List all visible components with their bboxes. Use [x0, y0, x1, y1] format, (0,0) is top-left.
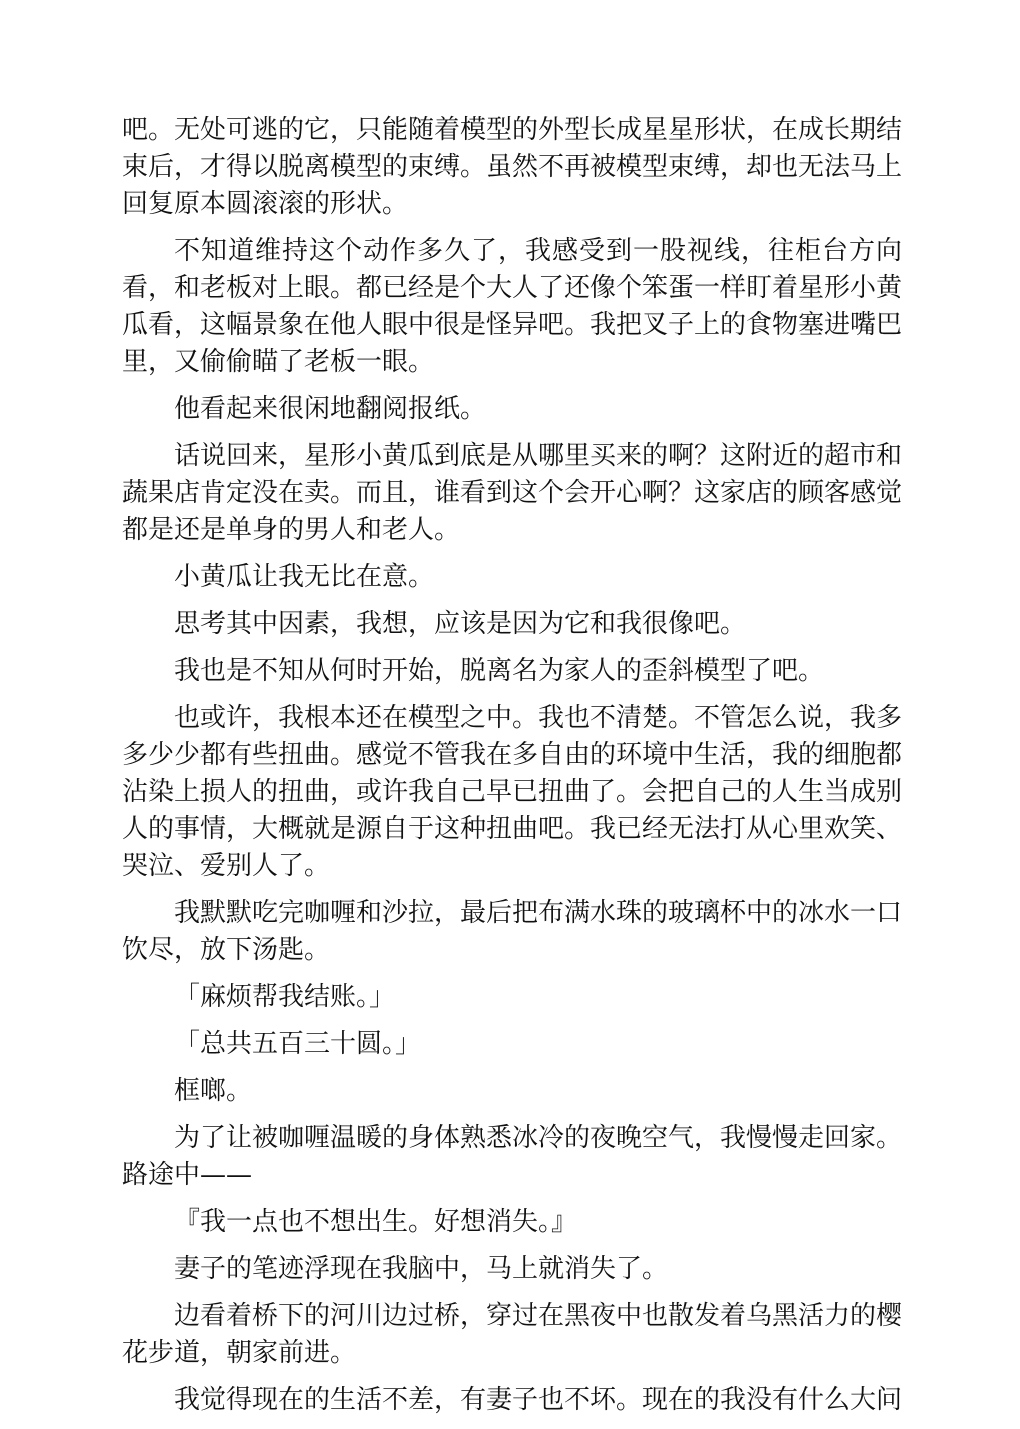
paragraph-3: 他看起来很闲地翻阅报纸。	[174, 394, 487, 424]
paragraph-15: 妻子的笔迹浮现在我脑中，马上就消失了。	[174, 1254, 669, 1284]
paragraph-4: 话说回来，星形小黄瓜到底是从哪里买来的啊？这附近的超市和蔬果店肯定没在卖。而且，谁看到这个会开心啊？这家店的顾客感觉都是还是单身的男人和老人。	[122, 441, 903, 545]
document-page	[122, 112, 902, 1429]
paragraph-sound: 框啷。	[174, 1076, 253, 1106]
paragraph-2: 不知道维持这个动作多久了，我感受到一股视线，往柜台方向看，和老板对上眼。都已经是个大人了还像个笨蛋一样盯着星形小黄瓜看，这幅景象在他人眼中很是怪异吧。我把叉子上的食物塞进嘴巴里，又偷偷瞄了老板一眼。	[122, 236, 903, 377]
paragraph-9: 我默默吃完咖喱和沙拉，最后把布满水珠的玻璃杯中的冰水一口饮尽，放下汤匙。	[122, 898, 903, 965]
paragraph-6: 思考其中因素，我想，应该是因为它和我很像吧。	[174, 609, 747, 639]
paragraph-7: 我也是不知从何时开始，脱离名为家人的歪斜模型了吧。	[174, 656, 825, 686]
paragraph-5: 小黄瓜让我无比在意。	[174, 562, 435, 592]
quoted-note: 『我一点也不想出生。好想消失。』	[174, 1207, 578, 1237]
paragraph-16: 边看着桥下的河川边过桥，穿过在黑夜中也散发着乌黑活力的樱花步道，朝家前进。	[122, 1301, 903, 1368]
paragraph-8: 也或许，我根本还在模型之中。我也不清楚。不管怎么说，我多多少少都有些扭曲。感觉不管我在多自由的环境中生活，我的细胞都沾染上损人的扭曲，或许我自己早已扭曲了。会把自己的人生当成别人的事情，大概就是源自于这种扭曲吧。我已经无法打从心里欢笑、哭泣、爱别人了。	[122, 703, 903, 881]
paragraph-1: 吧。无处可逃的它，只能随着模型的外型长成星星形状，在成长期结束后，才得以脱离模型的束缚。虽然不再被模型束缚，却也无法马上回复原本圆滚滚的形状。	[122, 115, 903, 219]
dialogue-checkout-request: 「麻烦帮我结账。」	[174, 982, 396, 1012]
paragraph-13: 为了让被咖喱温暖的身体熟悉冰冷的夜晚空气，我慢慢走回家。路途中——	[122, 1123, 903, 1190]
dialogue-total-price: 「总共五百三十圆。」	[174, 1029, 422, 1059]
paragraph-17: 我觉得现在的生活不差，有妻子也不坏。现在的我没有什么大问	[174, 1385, 903, 1415]
